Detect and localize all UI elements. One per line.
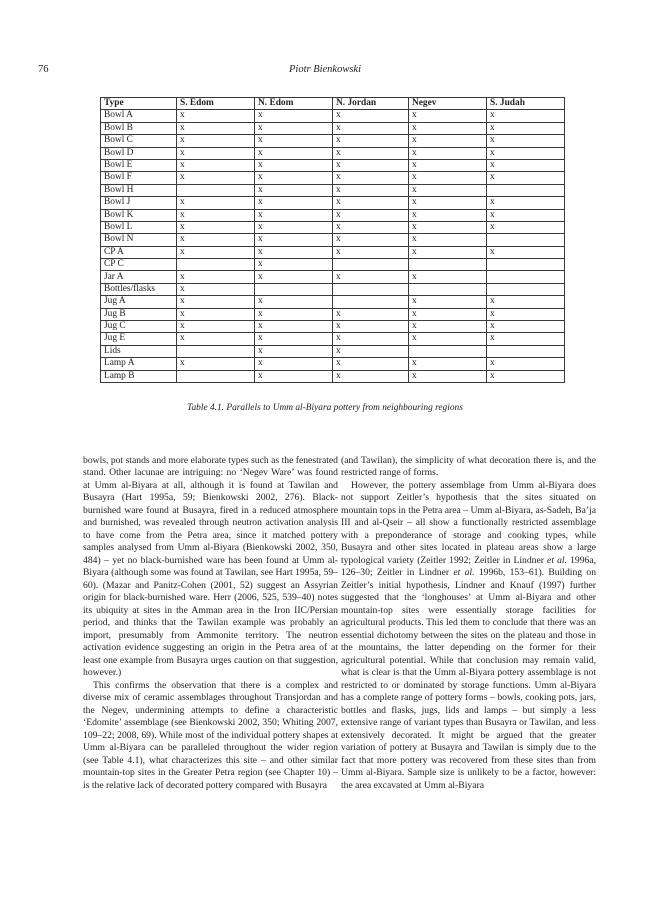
header-s-edom: S. Edom	[177, 98, 255, 110]
table-cell-mark: x	[333, 197, 409, 209]
table-cell-mark: x	[487, 197, 565, 209]
table-cell-mark: x	[255, 221, 333, 233]
table-cell-mark	[487, 283, 565, 295]
table-cell-mark: x	[255, 296, 333, 308]
table-cell-mark: x	[177, 172, 255, 184]
table-cell-mark: x	[255, 147, 333, 159]
table-cell-type: CP A	[101, 246, 177, 258]
table-cell-mark	[487, 271, 565, 283]
table-cell-mark: x	[177, 197, 255, 209]
table-cell-mark	[333, 296, 409, 308]
table-cell-mark: x	[409, 246, 487, 258]
table-cell-mark: x	[255, 197, 333, 209]
right-paragraph-2-text-a: However, the pottery assemblage from Umm al-Biyara does not support Zeitler’s hypothesis that the sites situated on mountain tops in the Petra area – Umm al-Biyara, as-Sadeh, Ba’ja III and al-Qseir – all show a functionally restricted assemblage with a preponderance of storage and cooking types, while Busayra and other sites located in plateau areas show a large typological variety (Zeitler 1992; Zeitler in Lindner	[341, 479, 596, 566]
table-cell-mark: x	[487, 358, 565, 370]
table-cell-mark: x	[255, 209, 333, 221]
table-row	[101, 370, 565, 382]
table-cell-type: Jug A	[101, 296, 177, 308]
table-row	[101, 358, 565, 370]
table-row	[101, 209, 565, 221]
table-cell-mark: x	[487, 370, 565, 382]
table-cell-mark: x	[409, 209, 487, 221]
table-cell-mark: x	[409, 135, 487, 147]
table-cell-type: Bowl B	[101, 122, 177, 134]
table-cell-mark: x	[487, 147, 565, 159]
table-cell-mark: x	[177, 147, 255, 159]
table-cell-mark: x	[177, 296, 255, 308]
table-cell-mark: x	[333, 209, 409, 221]
table-cell-mark: x	[255, 184, 333, 196]
table-cell-mark: x	[409, 296, 487, 308]
table-cell-mark: x	[255, 172, 333, 184]
table-cell-mark	[333, 259, 409, 271]
table-cell-mark	[487, 184, 565, 196]
table-cell-type: CP C	[101, 259, 177, 271]
table-cell-type: Bowl E	[101, 159, 177, 171]
table-cell-mark: x	[409, 147, 487, 159]
right-paragraph-2	[341, 480, 596, 792]
table-cell-mark: x	[487, 122, 565, 134]
table-cell-mark: x	[487, 296, 565, 308]
table-row	[101, 122, 565, 134]
table-cell-mark: x	[255, 259, 333, 271]
table-cell-type: Bowl A	[101, 110, 177, 122]
table-cell-mark: x	[177, 122, 255, 134]
table-row	[101, 159, 565, 171]
table-row	[101, 308, 565, 320]
table-cell-type: Jar A	[101, 271, 177, 283]
table-cell-mark: x	[255, 370, 333, 382]
table-cell-mark: x	[409, 271, 487, 283]
table-cell-mark: x	[177, 358, 255, 370]
table-row	[101, 184, 565, 196]
et-al-italic-1: et al.	[547, 554, 567, 566]
table-cell-mark: x	[255, 358, 333, 370]
table-cell-mark: x	[409, 110, 487, 122]
table-cell-mark: x	[409, 159, 487, 171]
table-body	[101, 110, 565, 383]
table-cell-mark: x	[255, 271, 333, 283]
table-cell-mark: x	[255, 308, 333, 320]
table-cell-mark: x	[333, 271, 409, 283]
et-al-italic-2: et al.	[453, 567, 475, 579]
table-cell-mark: x	[333, 234, 409, 246]
table-cell-mark: x	[177, 234, 255, 246]
table-cell-type: Lids	[101, 345, 177, 357]
table-cell-mark: x	[333, 122, 409, 134]
table-cell-mark: x	[177, 110, 255, 122]
table-cell-mark: x	[409, 221, 487, 233]
table-header-row	[101, 98, 565, 110]
table-cell-mark: x	[333, 308, 409, 320]
table-cell-mark: x	[487, 110, 565, 122]
table-row	[101, 271, 565, 283]
table-cell-mark: x	[409, 321, 487, 333]
table-cell-mark: x	[255, 246, 333, 258]
table-cell-mark: x	[255, 234, 333, 246]
table-cell-mark: x	[487, 333, 565, 345]
table-cell-mark: x	[177, 221, 255, 233]
table-cell-mark: x	[487, 135, 565, 147]
table-cell-mark: x	[487, 172, 565, 184]
table-cell-mark: x	[333, 221, 409, 233]
table-cell-mark: x	[409, 308, 487, 320]
table-cell-mark: x	[177, 333, 255, 345]
table-cell-mark: x	[333, 246, 409, 258]
table-cell-mark: x	[487, 209, 565, 221]
table-cell-mark: x	[177, 271, 255, 283]
table-row	[101, 221, 565, 233]
left-column	[83, 455, 338, 792]
table-cell-mark: x	[333, 358, 409, 370]
table-cell-type: Jug E	[101, 333, 177, 345]
table-row	[101, 296, 565, 308]
table-cell-mark: x	[177, 321, 255, 333]
page-number: 76	[38, 64, 49, 75]
table-cell-mark: x	[333, 370, 409, 382]
table-cell-mark: x	[409, 184, 487, 196]
table-row	[101, 333, 565, 345]
table-cell-mark: x	[409, 234, 487, 246]
table-cell-mark	[177, 184, 255, 196]
table-cell-mark	[255, 283, 333, 295]
table-cell-mark: x	[333, 147, 409, 159]
table-cell-mark: x	[255, 159, 333, 171]
table-row	[101, 259, 565, 271]
header-type: Type	[101, 98, 177, 110]
table-caption: Table 4.1. Parallels to Umm al-Biyara pottery from neighbouring regions	[187, 403, 463, 413]
table-row	[101, 321, 565, 333]
table-row	[101, 110, 565, 122]
table-cell-type: Bowl H	[101, 184, 177, 196]
table-cell-mark: x	[333, 159, 409, 171]
table-row	[101, 283, 565, 295]
running-head-author: Piotr Bienkowski	[288, 64, 362, 75]
table-cell-mark: x	[177, 135, 255, 147]
table-cell-mark: x	[487, 321, 565, 333]
table-cell-mark	[487, 345, 565, 357]
table-cell-mark: x	[409, 197, 487, 209]
table-row	[101, 147, 565, 159]
table-cell-mark: x	[409, 358, 487, 370]
header-n-jordan: N. Jordan	[333, 98, 409, 110]
table-cell-mark: x	[255, 345, 333, 357]
table-cell-mark: x	[487, 308, 565, 320]
header-s-judah: S. Judah	[487, 98, 565, 110]
header-negev: Negev	[409, 98, 487, 110]
table-cell-mark	[177, 370, 255, 382]
parallels-table	[100, 97, 565, 383]
table-cell-type: Bowl D	[101, 147, 177, 159]
table-cell-mark: x	[333, 184, 409, 196]
table-cell-mark: x	[333, 135, 409, 147]
table-cell-mark: x	[177, 308, 255, 320]
table-cell-mark	[487, 259, 565, 271]
table-cell-mark: x	[177, 283, 255, 295]
table-cell-mark: x	[177, 159, 255, 171]
table-cell-mark: x	[255, 110, 333, 122]
table-cell-type: Bowl L	[101, 221, 177, 233]
right-paragraph-2-text-c: 1996b, 153–61). Building on Zeitler’s initial hypothesis, Lindner and Knauf (1997) further suggested that the ‘longhouses’ at Umm al-Biyara and other mountain-top sites were essentially storage facilities for agricultural products. This led them to conclude that there was an essential dichotomy between the sites on the plateau and those in the mountains, the latter depending on the former for their agricultural potential. While that conclusion may remain valid, what is clear is that the Umm al-Biyara pottery assemblage is not restricted to or dominated by storage functions. Umm al-Biyara has a complete range of pottery forms – bowls, cooking pots, jars, bottles and flasks, jugs, lids and lamps – but simply a less extensive range of variant types than Busayra or Tawilan, and less extensively decorated. It might be argued that the greater variation of pottery at Busayra and Tawilan is simply due to the fact that more pottery was recovered from these sites than from Umm al-Biyara. Sample size is unlikely to be a factor, however: the area excavated at Umm al-Biyara	[341, 567, 597, 791]
table-cell-mark	[409, 283, 487, 295]
table-cell-type: Bowl K	[101, 209, 177, 221]
table-cell-mark: x	[333, 110, 409, 122]
table-row	[101, 246, 565, 258]
table-cell-mark: x	[333, 172, 409, 184]
table-cell-mark: x	[177, 246, 255, 258]
table-cell-type: Lamp B	[101, 370, 177, 382]
right-column	[341, 455, 596, 792]
table-cell-mark: x	[333, 333, 409, 345]
right-paragraph-1: (and Tawilan), the simplicity of what decoration there is, and the restricted range of forms.	[341, 455, 596, 479]
table-cell-mark	[487, 234, 565, 246]
table-cell-mark	[409, 345, 487, 357]
table-cell-mark	[177, 345, 255, 357]
table-cell-mark: x	[255, 135, 333, 147]
table-row	[101, 197, 565, 209]
header-n-edom: N. Edom	[255, 98, 333, 110]
table-cell-type: Jug C	[101, 321, 177, 333]
table-cell-mark	[409, 259, 487, 271]
table-row	[101, 345, 565, 357]
left-paragraph-1: bowls, pot stands and more elaborate types such as the fenestrated stand. Other lacunae are intriguing: no ‘Negev Ware’ was found at Umm al-Biyara at all, although it is found at Tawilan and Busayra (Hart 1995a, 59; Bienkowski 2002, 276). Black-burnished ware found at Busayra, fired in a reduced atmosphere and burnished, was revealed through neutron activation analysis to have come from the Petra area, since it matched pottery samples analysed from Umm al-Biyara (Bienkowski 2002, 350, 484) – yet no black-burnished ware has been found at Umm al-Biyara (although some was found at Tawilan, see Hart 1995a, 59–60). (Mazar and Panitz-Cohen (2001, 52) suggest an Assyrian origin for black-burnished ware. Herr (2006, 525, 539–40) notes its ubiquity at sites in the Amman area in the Iron IIC/Persian period, and thinks that the Tawilan example was probably an import, presumably from Ammonite territory. The neutron activation evidence suggesting an origin in the Petra area of at least one example from Busayra urges caution on that suggestion, however.)	[83, 455, 338, 679]
table-cell-mark: x	[255, 122, 333, 134]
table-cell-type: Lamp A	[101, 358, 177, 370]
table-cell-mark: x	[409, 122, 487, 134]
table-cell-type: Bowl N	[101, 234, 177, 246]
table-cell-mark: x	[255, 333, 333, 345]
table-cell-mark: x	[333, 345, 409, 357]
table-cell-mark: x	[255, 321, 333, 333]
table-cell-mark: x	[333, 321, 409, 333]
table-row	[101, 234, 565, 246]
table-cell-type: Jug B	[101, 308, 177, 320]
table-cell-mark: x	[487, 159, 565, 171]
table-cell-type: Bowl F	[101, 172, 177, 184]
table-row	[101, 172, 565, 184]
table-cell-type: Bowl C	[101, 135, 177, 147]
table-cell-mark	[177, 259, 255, 271]
table-cell-mark: x	[177, 209, 255, 221]
right-paragraph-2-text-b: 1996a, 126–30; Zeitler in Lindner	[341, 554, 597, 579]
table-cell-mark: x	[409, 333, 487, 345]
table-cell-type: Bowl J	[101, 197, 177, 209]
table-cell-mark	[333, 283, 409, 295]
table-cell-mark: x	[487, 246, 565, 258]
table-cell-mark: x	[409, 370, 487, 382]
table-cell-type: Bottles/flasks	[101, 283, 177, 295]
table-cell-mark: x	[487, 221, 565, 233]
left-paragraph-2: This confirms the observation that there is a complex and diverse mix of ceramic assemblages throughout Transjordan and the Negev, undermining attempts to define a characteristic ‘Edomite’ assemblage (see Bienkowski 2002, 350; Whiting 2007, 109–22; 2008, 69). While most of the individual pottery shapes at Umm al-Biyara can be paralleled throughout the wider region (see Table 4.1), what characterizes this site – and other similar mountain-top sites in the Greater Petra region (see Chapter 10) – is the relative lack of decorated pottery compared with Busayra	[83, 679, 338, 791]
table-cell-mark: x	[409, 172, 487, 184]
table-row	[101, 135, 565, 147]
